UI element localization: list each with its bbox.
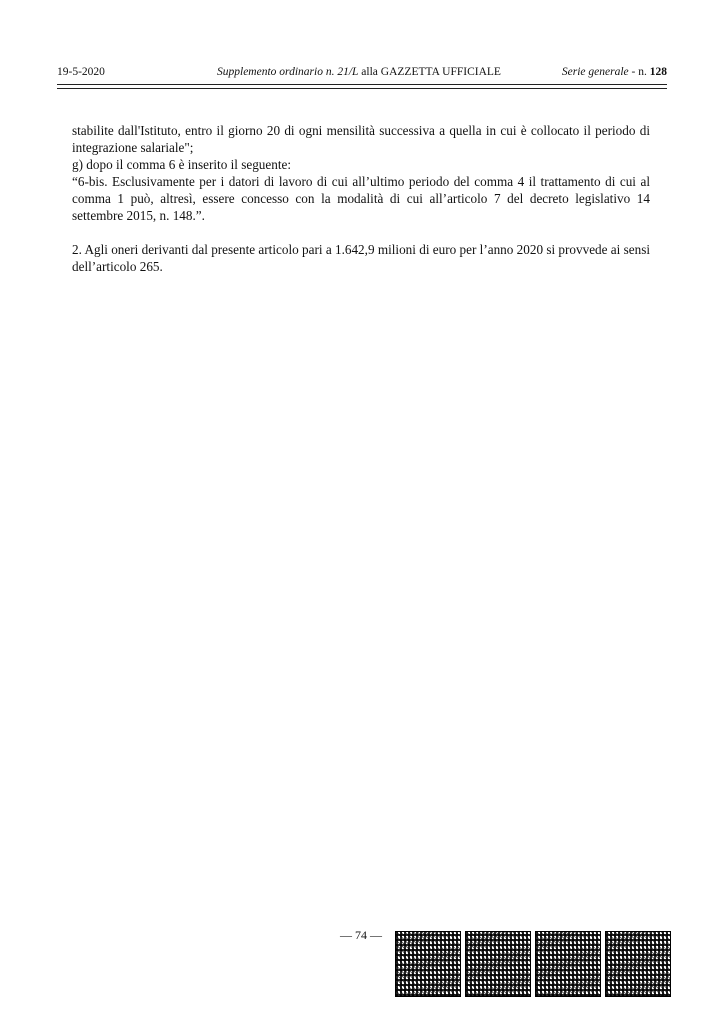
- paragraph-1: stabilite dall'Istituto, entro il giorno 20 di ogni mensilità successiva a quella in cui è collocato il periodo di integrazione salariale";: [72, 123, 650, 155]
- paragraph-gap: [72, 224, 650, 241]
- paragraph-2: g) dopo il comma 6 è inserito il seguente:: [72, 157, 292, 172]
- header-rule-bottom: [57, 88, 667, 89]
- page-number: — 74 —: [340, 928, 382, 942]
- header-series-label: Serie generale: [561, 66, 629, 78]
- barcode-block-2: [465, 931, 531, 997]
- header-series-number: 128: [649, 66, 667, 78]
- header-connector: alla: [358, 66, 381, 78]
- barcode-block-4: [605, 931, 671, 997]
- barcode-block-3: [535, 931, 601, 997]
- paragraph-4: 2. Agli oneri derivanti dal presente articolo pari a 1.642,9 milioni di euro per l’anno 2020 si provvede ai sensi dell’articolo 265.: [72, 242, 650, 274]
- header-series: [562, 66, 667, 78]
- barcode-block-1: [395, 931, 461, 997]
- document-body: [72, 122, 650, 275]
- page-header: [57, 66, 667, 84]
- header-series-sep: - n.: [628, 66, 650, 78]
- header-publication: [217, 66, 567, 78]
- header-supplement: Supplemento ordinario n. 21/L: [217, 66, 359, 78]
- paragraph-3: “6-bis. Esclusivamente per i datori di lavoro di cui all’ultimo periodo del comma 4 il trattamento di cui al comma 1 può, altresì, essere concesso con la modalità di cui all’articolo 7 del decreto legislativo 14 settembre 2015, n. 148.”.: [72, 174, 650, 223]
- header-date: 19-5-2020: [57, 66, 105, 78]
- barcode-strip: [395, 931, 671, 997]
- header-rule-top: [57, 84, 667, 85]
- header-gazette: GAZZETTA UFFICIALE: [380, 66, 501, 78]
